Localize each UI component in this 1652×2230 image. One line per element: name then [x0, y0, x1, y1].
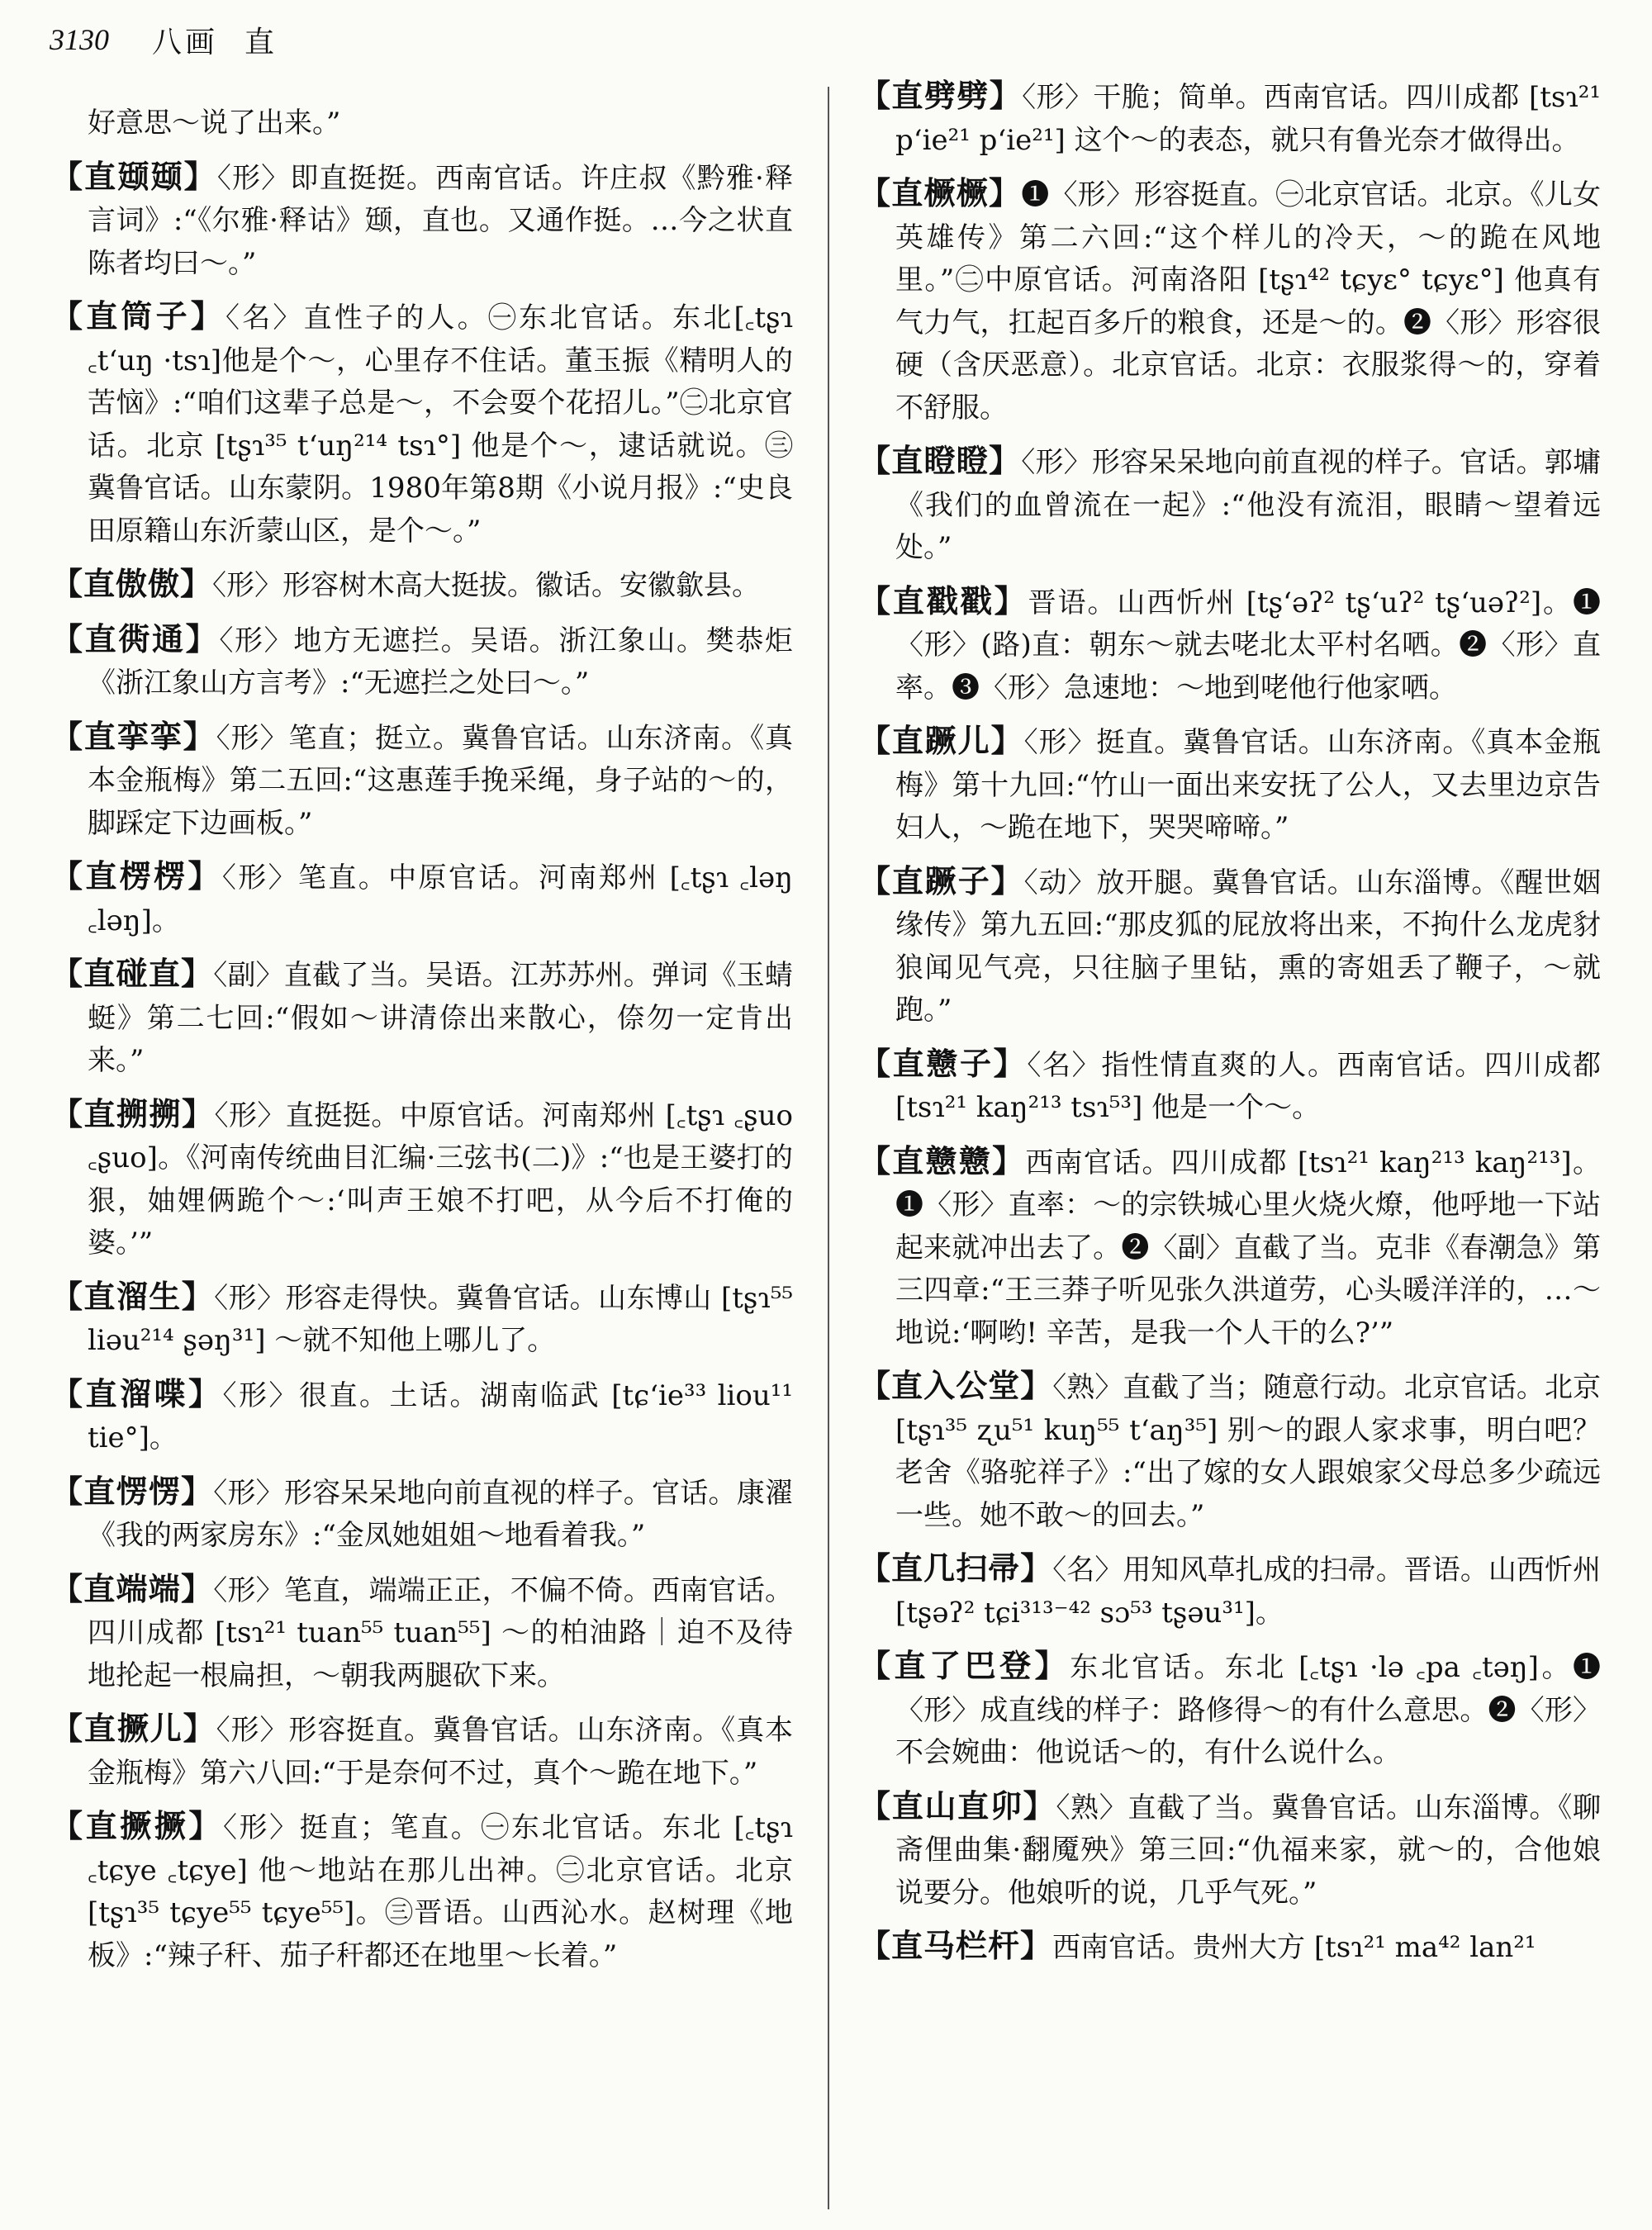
dictionary-entry — [859, 1140, 1601, 1355]
entry-text: 〈名〉指性情直爽的人。西南官话。四川成都 [tsɿ²¹ kaŋ²¹³ tsɿ⁵³] 他是一个～。 — [895, 1048, 1601, 1124]
dictionary-entry — [859, 1785, 1601, 1915]
entry-headword: 【直颋颋】 — [51, 157, 217, 195]
dictionary-entry — [859, 74, 1601, 162]
dictionary-entry — [51, 1805, 793, 1977]
page-header — [50, 15, 274, 64]
dictionary-entry — [859, 719, 1601, 850]
entry-headword: 【直瞪瞪】 — [859, 442, 1022, 479]
left-entries — [51, 155, 793, 1978]
left-column — [51, 74, 793, 1987]
entry-text: 〈形〉形容呆呆地向前直视的样子。官话。康濯《我的两家房东》:“金凤她姐姐～地看着我。” — [88, 1476, 793, 1552]
dictionary-entry — [51, 562, 793, 608]
dictionary-entry — [51, 715, 793, 846]
entry-headword: 【直溜喋】 — [51, 1374, 223, 1412]
continuation-text: 好意思～说了出来。” — [88, 107, 341, 140]
dictionary-entry — [859, 1547, 1601, 1635]
entry-headword: 【直蹶儿】 — [859, 722, 1024, 759]
entry-text: 西南官话。四川成都 [tsɿ²¹ kaŋ²¹³ kaŋ²¹³]。❶〈形〉直率：～的宗铁城心里火烧火燎，他呼地一下站起来就冲出去了。❷〈副〉直截了当。克非《春潮急》第三四章:“王三莽子听见张久洪道劳，心头暖洋洋的，…～地说:‘啊哟! 辛苦，是我一个人干的么?’” — [895, 1146, 1601, 1350]
entry-text: 〈形〉很直。土话。湖南临武 [tɕʻie³³ liou¹¹ tie°]。 — [88, 1378, 793, 1454]
dictionary-entry — [859, 1364, 1601, 1537]
entry-text: 〈形〉干脆；简单。西南官话。四川成都 [tsɿ²¹ pʻie²¹ pʻie²¹] 这个～的表态，就只有鲁光奈才做得出。 — [895, 81, 1601, 157]
dictionary-entry — [859, 439, 1601, 570]
dictionary-entry — [51, 1275, 793, 1363]
entry-headword: 【直蹶子】 — [859, 861, 1024, 899]
entry-text: ❶〈形〉形容挺直。㊀北京官话。北京。《儿女英雄传》第二六回:“这个样儿的冷天，～的跪在风地里。”㊁中原官话。河南洛阳 [tʂɿ⁴² tɕyɛ° tɕyɛ°] 他真有气力气，扛起百多斤的粮食，还是～的。❷〈形〉形容很硬（含厌恶意）。北京官话。北京：衣服浆得～的，穿着不舒服。 — [895, 178, 1601, 425]
entry-headword: 【直端端】 — [51, 1569, 214, 1607]
dictionary-entry — [51, 855, 793, 942]
dictionary-entry — [51, 295, 793, 553]
page-number: 3130 — [50, 23, 109, 56]
dictionary-entry — [51, 618, 793, 705]
entry-text: 〈形〉直挺挺。中原官话。河南郑州 [꜀tʂɿ ꜀ʂuo ꜀ʂuo]。《河南传统曲目汇编·三弦书(二)》:“也是王婆打的狠，妯娌俩跪个～:‘叫声王娘不打吧，从今后不打俺的婆。’” — [88, 1098, 793, 1260]
dictionary-entry — [51, 952, 793, 1083]
entry-headword: 【直橛橛】 — [859, 174, 1022, 211]
entry-text: 〈形〉形容走得快。冀鲁官话。山东博山 [tʂɿ⁵⁵ liəu²¹⁴ ʂəŋ³¹] ～就不知他上哪儿了。 — [88, 1281, 793, 1357]
entry-text: 西南官话。贵州大方 [tsɿ²¹ ma⁴² lan²¹ — [1052, 1931, 1536, 1964]
entry-headword: 【直碰直】 — [51, 955, 214, 992]
entry-headword: 【直几扫帚】 — [859, 1549, 1053, 1587]
entry-headword: 【直撅儿】 — [51, 1710, 216, 1747]
entry-text: 〈熟〉直截了当。冀鲁官话。山东淄博。《聊斋俚曲集·翻魇殃》第三回:“仇福来家，就～的，合他娘说要分。他娘听的说，几乎气死。” — [895, 1791, 1601, 1910]
entry-headword: 【直戳戳】 — [859, 581, 1028, 619]
entry-text: 〈形〉笔直。中原官话。河南郑州 [꜀tʂɿ ꜀ləŋ ꜀ləŋ]。 — [88, 861, 793, 937]
entry-headword: 【直溜生】 — [51, 1277, 215, 1315]
entry-text: 晋语。山西忻州 [tʂʻəʔ² tʂʻuʔ² tʂʻuəʔ²]。❶〈形〉(路)直：朝东～就去咾北太平村名哂。❷〈形〉直率。❸〈形〉急速地：～地到咾他行他家哂。 — [895, 586, 1601, 705]
entry-text: 〈动〉放开腿。冀鲁官话。山东淄博。《醒世姻缘传》第九五回:“那皮狐的屁放将出来，不拘什么龙虎豺狼闻见气亮，只往脑子里钻，熏的寄姐丢了鞭子，～就跑。” — [895, 866, 1601, 1027]
entry-headword: 【直挛挛】 — [51, 717, 216, 755]
entry-headword: 【直楞楞】 — [51, 857, 222, 894]
entry-headword: 【直戆戆】 — [859, 1141, 1026, 1179]
dictionary-entry — [51, 1707, 793, 1795]
dictionary-entry — [51, 1373, 793, 1460]
entry-headword: 【直愣愣】 — [51, 1472, 214, 1510]
dictionary-entry — [859, 1644, 1601, 1775]
entry-text: 〈形〉形容挺直。冀鲁官话。山东济南。《真本金瓶梅》第六八回:“于是奈何不过，真个～跪在地下。” — [88, 1714, 793, 1790]
entry-headword: 【直筒子】 — [51, 297, 226, 334]
entry-text: 〈名〉用知风草扎成的扫帚。晋语。山西忻州 [tʂəʔ² tɕi³¹³⁻⁴² sɔ⁵³ tʂəu³¹]。 — [895, 1554, 1601, 1630]
dictionary-entry — [51, 1093, 793, 1265]
dictionary-entry — [51, 1568, 793, 1698]
dictionary-entry — [51, 1470, 793, 1558]
entry-text: 〈形〉地方无遮拦。吴语。浙江象山。樊恭炬《浙江象山方言考》:“无遮拦之处曰～。” — [88, 624, 793, 700]
dictionary-entry — [859, 580, 1601, 710]
entry-text: 〈形〉笔直；挺立。冀鲁官话。山东济南。《真本金瓶梅》第二五回:“这惠莲手挽采绳，身子站的～的，脚踩定下边画板。” — [88, 721, 793, 840]
section-label: 八画 — [152, 25, 219, 59]
entry-text: 〈副〉直截了当。吴语。江苏苏州。弹词《玉蜻蜓》第二七回:“假如～讲清倷出来散心，倷勿一定肯出来。” — [88, 959, 793, 1077]
entry-headword: 【直了巴登】 — [859, 1647, 1070, 1684]
entry-headword: 【直撅撅】 — [51, 1807, 223, 1844]
dictionary-entry — [859, 172, 1601, 429]
entry-text: 〈形〉挺直；笔直。㊀东北官话。东北 [꜀tʂɿ ꜀tɕye ꜀tɕye] 他～地站在那儿出神。㊁北京官话。北京 [tʂɿ³⁵ tɕye⁵⁵ tɕye⁵⁵]。㊂晋语。山西沁水。赵树理《地板》:“辣子秆、茄子秆都还在地里～长着。” — [88, 1811, 793, 1972]
entry-text: 〈形〉挺直。冀鲁官话。山东济南。《真本金瓶梅》第十九回:“竹山一面出来安抚了公人，又去里边京告妇人，～跪在地下，哭哭啼啼。” — [895, 726, 1601, 844]
entry-headword: 【直戆子】 — [859, 1044, 1028, 1082]
entry-text: 〈熟〉直截了当；随意行动。北京官话。北京 [tʂɿ³⁵ ʐu⁵¹ kuŋ⁵⁵ tʻaŋ³⁵] 别～的跟人家求事，明白吧？老舍《骆驼祥子》:“出了嫁的女人跟娘家父母总多少疏远一些。她不敢～的回去。” — [895, 1371, 1601, 1532]
dictionary-entry — [859, 1042, 1601, 1130]
entry-headword: 【直入公堂】 — [859, 1367, 1053, 1404]
entry-text: 〈名〉直性子的人。㊀东北官话。东北[꜀tʂɿ ꜀tʻuŋ ·tsɿ]他是个～，心里存不住话。董玉振《精明人的苦恼》:“咱们这辈子总是～，不会耍个花招儿。”㊁北京官话。北京 [tʂɿ³⁵ tʻuŋ²¹⁴ tsɿ°] 他是个～，逮话就说。㊂冀鲁官话。山东蒙阴。1980年第8期《小说月报》:“史良田原籍山东沂蒙山区，是个～。” — [88, 301, 793, 548]
entry-headword: 【直搠搠】 — [51, 1094, 215, 1132]
dictionary-entry — [859, 1924, 1601, 1970]
entry-text: 〈形〉笔直，端端正正，不偏不倚。西南官话。四川成都 [tsɿ²¹ tuan⁵⁵ tuan⁵⁵] ～的柏油路｜迫不及待地抡起一根扁担，～朝我两腿砍下来。 — [88, 1573, 793, 1692]
entry-headword: 【直山直卯】 — [859, 1786, 1056, 1824]
entry-headword: 【直马栏杆】 — [859, 1927, 1053, 1964]
entry-text: 〈形〉即直挺挺。西南官话。许庄叔《黔雅·释言词》:“《尔雅·释诂》颋，直也。又通作挺。…今之状直陈者均曰～。” — [88, 161, 793, 280]
head-character: 直 — [244, 25, 275, 59]
right-column — [859, 74, 1601, 1980]
entry-text: 〈形〉形容树木高大挺拔。徽话。安徽歙县。 — [212, 569, 761, 602]
entry-text: 东北官话。东北 [꜀tʂɿ ·lə ꜀pa ꜀təŋ]。❶〈形〉成直线的样子：路修得～的有什么意思。❷〈形〉不会婉曲：他说话～的，有什么说什么。 — [895, 1651, 1601, 1769]
column-divider — [828, 87, 829, 2209]
dictionary-entry — [859, 860, 1601, 1032]
entry-headword: 【直劈劈】 — [859, 77, 1023, 114]
dictionary-entry — [51, 155, 793, 286]
entry-headword: 【直傲傲】 — [51, 565, 213, 602]
entry-headword: 【直衖通】 — [51, 619, 220, 657]
entry-text: 〈形〉形容呆呆地向前直视的样子。官话。郭墉《我们的血曾流在一起》:“他没有流泪，眼睛～望着远处。” — [895, 446, 1601, 564]
